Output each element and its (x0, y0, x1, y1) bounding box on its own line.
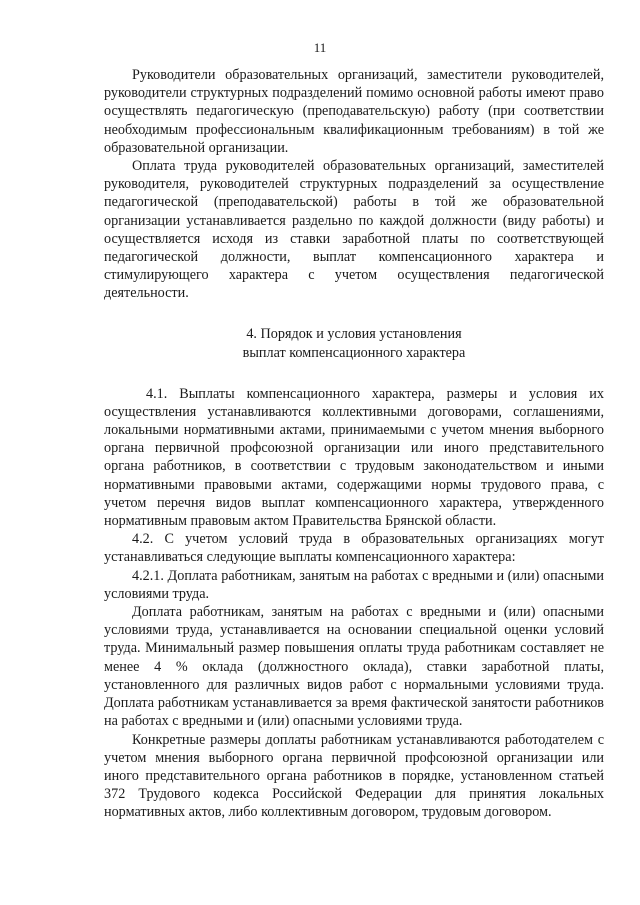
document-body (104, 66, 604, 822)
paragraph-specific-amounts: Конкретные размеры доплаты работникам устанавливаются работодателем с учетом мнения выборного органа первичной профсоюзной организации или иного представительного органа работников в порядке, установленном статьей 372 Трудового кодекса Российской Федерации для принятия локальных нормативных актов, либо коллективным договором, трудовым договором. (104, 731, 604, 821)
section-heading-line-1: 4. Порядок и условия установления (246, 325, 462, 342)
paragraph-4-2-1: 4.2.1. Доплата работникам, занятым на работах с вредными и (или) опасными условиями труда. (104, 567, 604, 602)
paragraph-4-1: 4.1. Выплаты компенсационного характера, размеры и условия их осуществления устанавливаются коллективными договорами, соглашениями, локальными нормативными актами, принимаемыми с учетом мнения выборного органа первичной профсоюзной организации или иного представительного органа работников, в соответствии с трудовым законодательством и иными нормативными правовыми актами, содержащими нормы трудового права, с учетом перечня видов выплат компенсационного характера, утвержденного нормативным правовым актом Правительства Брянской области. (104, 385, 604, 530)
section-heading (104, 325, 604, 363)
paragraph-hazard-pay: Доплата работникам, занятым на работах с вредными и (или) опасными условиями труда, устанавливается на основании специальной оценки условий труда. Минимальный размер повышения оплаты труда работникам составляет не менее 4 % оклада (должностного оклада), ставки заработной платы, установленного для различных видов работ с нормальными условиями труда. Доплата работникам устанавливается за время фактической занятости работников на работах с вредными и (или) опасными условиями труда. (104, 604, 604, 730)
paragraph-heads-teaching-right: Руководители образовательных организаций, заместители руководителей, руководители структурных подразделений помимо основной работы имеют право осуществлять педагогическую (преподавательскую) работу (при соответствии необходимым профессиональным квалификационным требованиям) в той же образовательной организации. (104, 67, 604, 156)
section-heading-line-2: выплат компенсационного характера (242, 344, 466, 361)
paragraph-heads-teaching-pay: Оплата труда руководителей образовательных организаций, заместителей руководителя, руководителей структурных подразделений за осуществление педагогической (преподавательской) работы в той же образовательной организации устанавливается раздельно по каждой должности (виду работы) и осуществляется исходя из ставки заработной платы по соответствующей педагогической должности, выплат компенсационного характера и стимулирующего характера с учетом осуществления педагогической деятельности. (104, 158, 604, 302)
paragraph-4-2: 4.2. С учетом условий труда в образовательных организациях могут устанавливаться следующие выплаты компенсационного характера: (104, 531, 604, 566)
page-number: 11 (313, 40, 327, 55)
